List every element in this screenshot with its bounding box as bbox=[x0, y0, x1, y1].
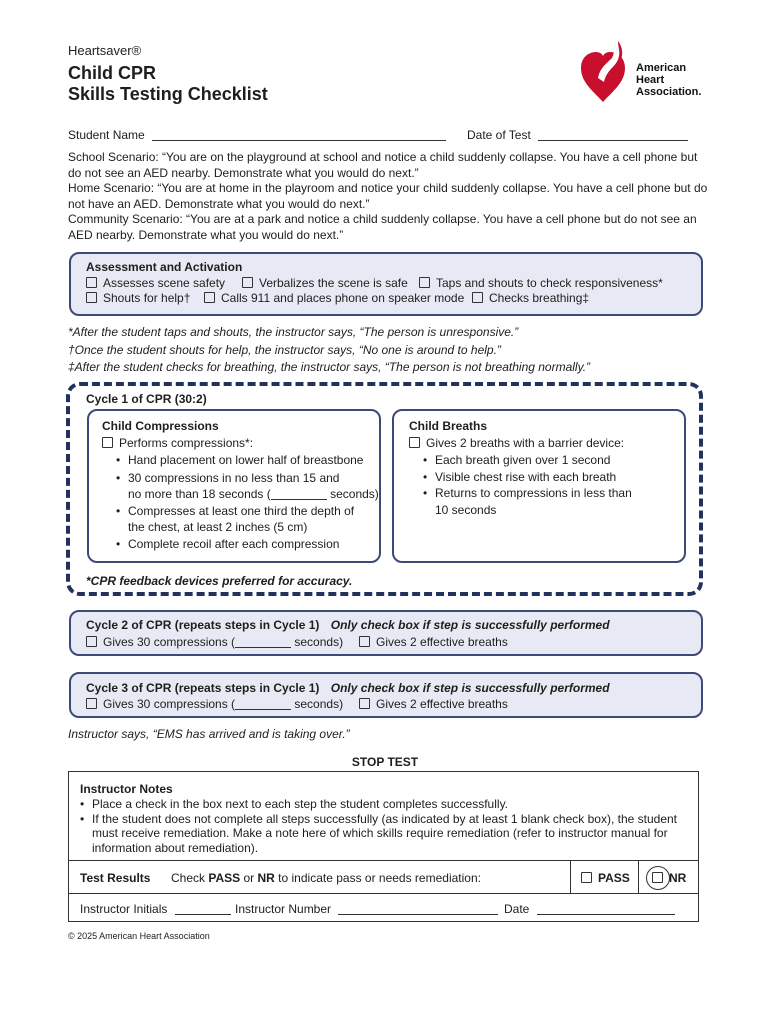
compressions-bullet-depth-line1: • Compresses at least one third the depth of bbox=[128, 503, 355, 518]
instructor-notes-title: Instructor Notes bbox=[80, 782, 173, 796]
results-instruction-mid: or bbox=[240, 871, 258, 885]
instructor-notes-bullet-1: • Place a check in the box next to each step the student completes successfully. bbox=[80, 797, 685, 812]
instructor-number-field[interactable] bbox=[338, 914, 498, 915]
cycle3-compressions-seconds: seconds) bbox=[291, 697, 344, 711]
logo-line-3: Association. bbox=[636, 86, 702, 98]
assessment-item-scene-safety: Assesses scene safety bbox=[103, 276, 226, 290]
breaths-title: Child Breaths bbox=[409, 419, 488, 433]
pass-checkbox[interactable] bbox=[581, 872, 592, 883]
page-title: Child CPR bbox=[68, 63, 156, 83]
nr-label: NR bbox=[669, 871, 687, 885]
nr-checkbox[interactable] bbox=[652, 872, 663, 883]
checkbox[interactable] bbox=[472, 292, 483, 303]
cycle2-compressions-label: Gives 30 compressions ( bbox=[103, 635, 236, 649]
checkbox[interactable] bbox=[419, 277, 430, 288]
checkbox[interactable] bbox=[102, 437, 113, 448]
checkbox[interactable] bbox=[86, 636, 97, 647]
compressions-item: Performs compressions*: bbox=[119, 436, 254, 450]
home-scenario: Home Scenario: “You are at home in the playroom and notice your child suddenly collapse. You have a cell phone but do not have an AED. Demonstrate what you would do next.” bbox=[68, 181, 708, 211]
cycle3-title: Cycle 3 of CPR (repeats steps in Cycle 1) bbox=[86, 681, 320, 695]
date-of-test-label: Date of Test bbox=[467, 128, 531, 142]
cycle3-compressions-label: Gives 30 compressions ( bbox=[103, 697, 236, 711]
checkbox[interactable] bbox=[359, 698, 370, 709]
divider bbox=[68, 893, 699, 894]
signoff-date-label: Date bbox=[504, 902, 530, 916]
assessment-item-taps-shouts: Taps and shouts to check responsiveness* bbox=[436, 276, 663, 290]
breaths-bullet-chest-rise: • Visible chest rise with each breath bbox=[423, 469, 683, 486]
checkbox[interactable] bbox=[409, 437, 420, 448]
checkbox[interactable] bbox=[86, 277, 97, 288]
checkbox[interactable] bbox=[204, 292, 215, 303]
cycle2-note: Only check box if step is successfully performed bbox=[330, 618, 610, 632]
divider bbox=[570, 860, 571, 893]
series-name: Heartsaver® bbox=[68, 43, 142, 58]
cycle3-breaths-label: Gives 2 effective breaths bbox=[376, 697, 508, 711]
divider bbox=[68, 860, 699, 861]
breaths-bullet-1-second: • Each breath given over 1 second bbox=[423, 452, 683, 469]
assessment-item-calls-911: Calls 911 and places phone on speaker mode bbox=[221, 291, 465, 305]
compressions-bullet-hand-placement: • Hand placement on lower half of breastbone bbox=[116, 452, 386, 469]
logo-line-2: Heart bbox=[636, 74, 665, 86]
checkbox[interactable] bbox=[359, 636, 370, 647]
note-unresponsive: *After the student taps and shouts, the instructor says, “The person is unresponsive.” bbox=[68, 325, 519, 339]
date-of-test-field[interactable] bbox=[538, 140, 688, 141]
cycle2-title: Cycle 2 of CPR (repeats steps in Cycle 1) bbox=[86, 618, 320, 632]
cycle3-seconds-field[interactable] bbox=[235, 709, 291, 710]
cycle3-note: Only check box if step is successfully performed bbox=[330, 681, 610, 695]
assessment-item-shouts-help: Shouts for help† bbox=[103, 291, 191, 305]
compressions-seconds-field[interactable] bbox=[271, 499, 327, 500]
compressions-bullet-30-line1: • 30 compressions in no less than 15 and bbox=[128, 470, 340, 485]
checkbox[interactable] bbox=[242, 277, 253, 288]
divider bbox=[638, 860, 639, 893]
heart-torch-icon bbox=[578, 38, 628, 106]
breaths-bullet-return-line2: 10 seconds bbox=[435, 502, 497, 517]
aha-logo bbox=[578, 38, 708, 108]
assessment-item-checks-breathing: Checks breathing‡ bbox=[489, 291, 590, 305]
compressions-bullet-recoil: • Complete recoil after each compression bbox=[116, 536, 386, 553]
compressions-bullet-depth bbox=[116, 503, 386, 536]
note-no-help: †Once the student shouts for help, the instructor says, “No one is around to help.” bbox=[68, 342, 501, 357]
cycle2-compressions-seconds: seconds) bbox=[291, 635, 344, 649]
checkbox[interactable] bbox=[86, 292, 97, 303]
student-name-label: Student Name bbox=[68, 128, 145, 142]
student-name-field[interactable] bbox=[152, 140, 446, 141]
compressions-title: Child Compressions bbox=[102, 419, 219, 433]
signoff-date-field[interactable] bbox=[537, 914, 675, 915]
instructor-initials-label: Instructor Initials bbox=[80, 902, 168, 916]
stop-test: STOP TEST bbox=[351, 755, 419, 769]
pass-label: PASS bbox=[598, 871, 630, 885]
compressions-bullet-30-line2: no more than 18 seconds ( bbox=[128, 487, 271, 501]
cycle3-panel bbox=[69, 672, 703, 718]
logo-line-1: American bbox=[636, 62, 687, 74]
test-results-label: Test Results bbox=[80, 871, 151, 885]
ems-note: Instructor says, “EMS has arrived and is taking over.” bbox=[68, 727, 350, 741]
results-instruction-pass: PASS bbox=[208, 871, 241, 885]
feedback-note: *CPR feedback devices preferred for accuracy. bbox=[86, 574, 353, 588]
compressions-bullet-30 bbox=[116, 469, 386, 503]
instructor-notes-bullet-2: • If the student does not complete all steps successfully (as indicated by at least 1 blank check box), the student must receive remediation. Make a note here of which skills require remediation (refer to instructor manual for information about remediation). bbox=[80, 812, 685, 856]
school-scenario: School Scenario: “You are on the playground at school and notice a child suddenly collapse. You have a cell phone but do not see an AED nearby. Demonstrate what you would do next.” bbox=[68, 150, 698, 180]
community-scenario: Community Scenario: “You are at a park and notice a child suddenly collapse. You have a cell phone but do not see an AED nearby. Demonstrate what you would do next.” bbox=[68, 212, 697, 242]
page-subtitle: Skills Testing Checklist bbox=[68, 84, 268, 104]
compressions-bullet-depth-line2: the chest, at least 2 inches (5 cm) bbox=[128, 520, 308, 534]
assessment-title: Assessment and Activation bbox=[86, 260, 243, 274]
results-instruction-nr: NR bbox=[257, 871, 275, 885]
compressions-bullet-30-seconds: seconds) bbox=[326, 487, 379, 501]
results-instruction-pre: Check bbox=[171, 871, 209, 885]
breaths-bullet-return-line1: • Returns to compressions in less than bbox=[435, 486, 632, 500]
note-not-breathing: ‡After the student checks for breathing, the instructor says, “The person is not breathing normally.” bbox=[68, 360, 591, 374]
assessment-item-verbalizes: Verbalizes the scene is safe bbox=[259, 276, 408, 290]
cycle1-title: Cycle 1 of CPR (30:2) bbox=[86, 392, 207, 406]
cycle2-breaths-label: Gives 2 effective breaths bbox=[376, 635, 508, 649]
cycle2-seconds-field[interactable] bbox=[235, 647, 291, 648]
breaths-bullet-return bbox=[423, 485, 683, 518]
results-instruction-post: to indicate pass or needs remediation: bbox=[274, 871, 481, 885]
copyright: © 2025 American Heart Association bbox=[68, 931, 210, 941]
breaths-item: Gives 2 breaths with a barrier device: bbox=[426, 436, 625, 450]
cycle2-panel bbox=[69, 610, 703, 656]
instructor-number-label: Instructor Number bbox=[235, 902, 332, 916]
checkbox[interactable] bbox=[86, 698, 97, 709]
instructor-initials-field[interactable] bbox=[175, 914, 231, 915]
